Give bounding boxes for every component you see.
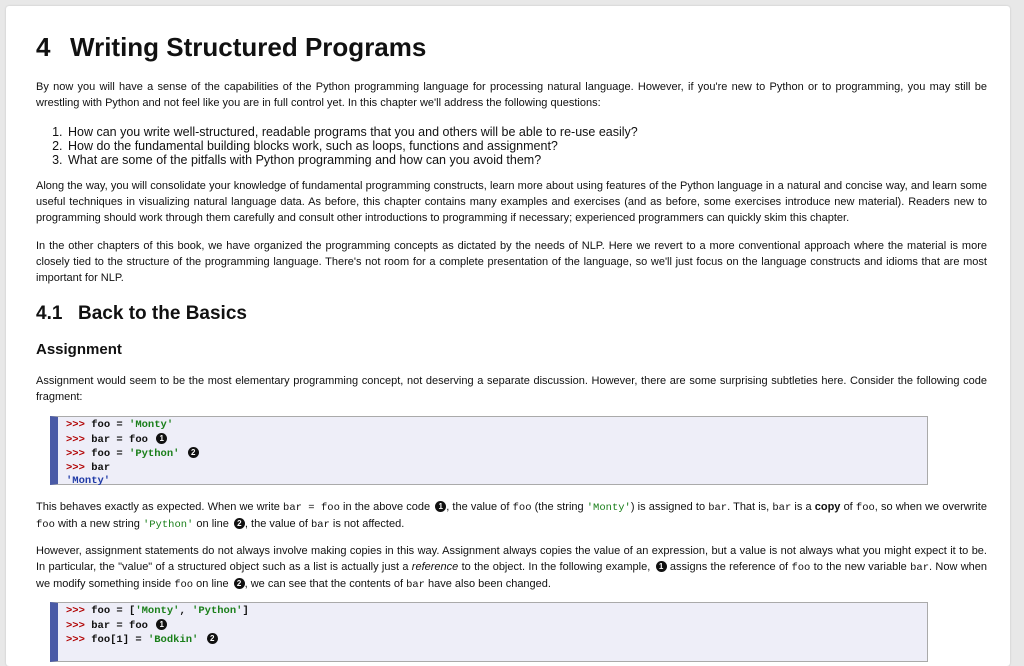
intro-paragraph-1: By now you will have a sense of the capabilities of the Python programming language for processing natural language. However, if you're new to Python or to programming, you may still be wrestling with Python and not feel like you are in full control yet. In this chapter we'll address the following questions:	[36, 81, 987, 109]
chapter-number: 4	[36, 32, 51, 62]
callout-2-icon: 2	[188, 447, 199, 458]
code-block-2	[50, 602, 928, 662]
code-line: >>> bar = foo 1	[66, 619, 919, 634]
callout-1-icon: 1	[656, 561, 667, 572]
chapter-heading	[36, 32, 426, 63]
question-item: 1. How can you write well-structured, readable programs that you and others will be able to re-use easily?	[66, 125, 966, 139]
code-line: >>> bar = foo 1	[66, 433, 919, 448]
callout-2-icon: 2	[207, 633, 218, 644]
code-line: >>> foo = 'Monty'	[66, 419, 174, 431]
callout-1-icon: 1	[156, 619, 167, 630]
document-page	[6, 6, 1010, 666]
assignment-paragraph-1: Assignment would seem to be the most elementary programming concept, not deserving a separate discussion. However, there are some surprising subtleties here. Consider the following code fragment:	[36, 375, 987, 403]
intro-paragraph-3: In the other chapters of this book, we have organized the programming concepts as dictated by the needs of NLP. Here we revert to a more conventional approach where the material is more closely tied to the structure of the programming language. There's not room for a complete presentation of the language, so we'll just focus on the language constructs and idioms that are most important for NLP.	[36, 240, 987, 284]
callout-1-icon: 1	[156, 433, 167, 444]
assignment-paragraph-2: This behaves exactly as expected. When we write bar = foo in the above code 1 , the value of foo (the string 'Monty') is assigned to bar. That is, bar is a copy of foo, so when we overwrite foo with a new string 'Python' on line 2 , the value of bar is not affected.	[36, 501, 987, 531]
chapter-title: Writing Structured Programs	[70, 32, 427, 62]
code-line: >>> foo = ['Monty', 'Python']	[66, 605, 249, 617]
code-line: >>> foo[1] = 'Bodkin' 2	[66, 633, 919, 648]
callout-1-icon: 1	[435, 501, 446, 512]
assignment-paragraph-3: However, assignment statements do not always involve making copies in this way. Assignment always copies the value of an expression, but a value is not always what you might expect it to be. In particular, the "value" of a structured object such as a list is actually just a reference to the object. In the following example, 1 assigns the reference of foo to the new variable bar. Now when we modify something inside foo on line 2 , we can see that the contents of bar have also been changed.	[36, 545, 988, 591]
section-number: 4.1	[36, 303, 63, 324]
callout-2-icon: 2	[234, 518, 245, 529]
subsection-heading: Assignment	[36, 341, 122, 358]
question-item: 2. How do the fundamental building blocks work, such as loops, functions and assignment?	[66, 139, 966, 153]
questions-list	[36, 125, 966, 167]
intro-paragraph-2: Along the way, you will consolidate your knowledge of fundamental programming constructs, learn more about using features of the Python language in a natural and concise way, and learn some useful techniques in visualizing natural language data. As before, this chapter contains many examples and exercises (and as before, some exercises introduce new material). Readers new to programming should work through them carefully and consult other introductions to programming if necessary; experienced programmers can quickly skim this chapter.	[36, 180, 987, 224]
code-line: >>> bar	[66, 461, 111, 474]
section-heading	[36, 303, 247, 325]
section-title: Back to the Basics	[78, 303, 247, 324]
code-output: 'Monty'	[66, 475, 111, 487]
code-line: >>> foo = 'Python' 2	[66, 447, 919, 462]
callout-2-icon: 2	[234, 578, 245, 589]
code-block-1	[50, 416, 928, 485]
question-item: 3. What are some of the pitfalls with Python programming and how can you avoid them?	[66, 153, 966, 167]
